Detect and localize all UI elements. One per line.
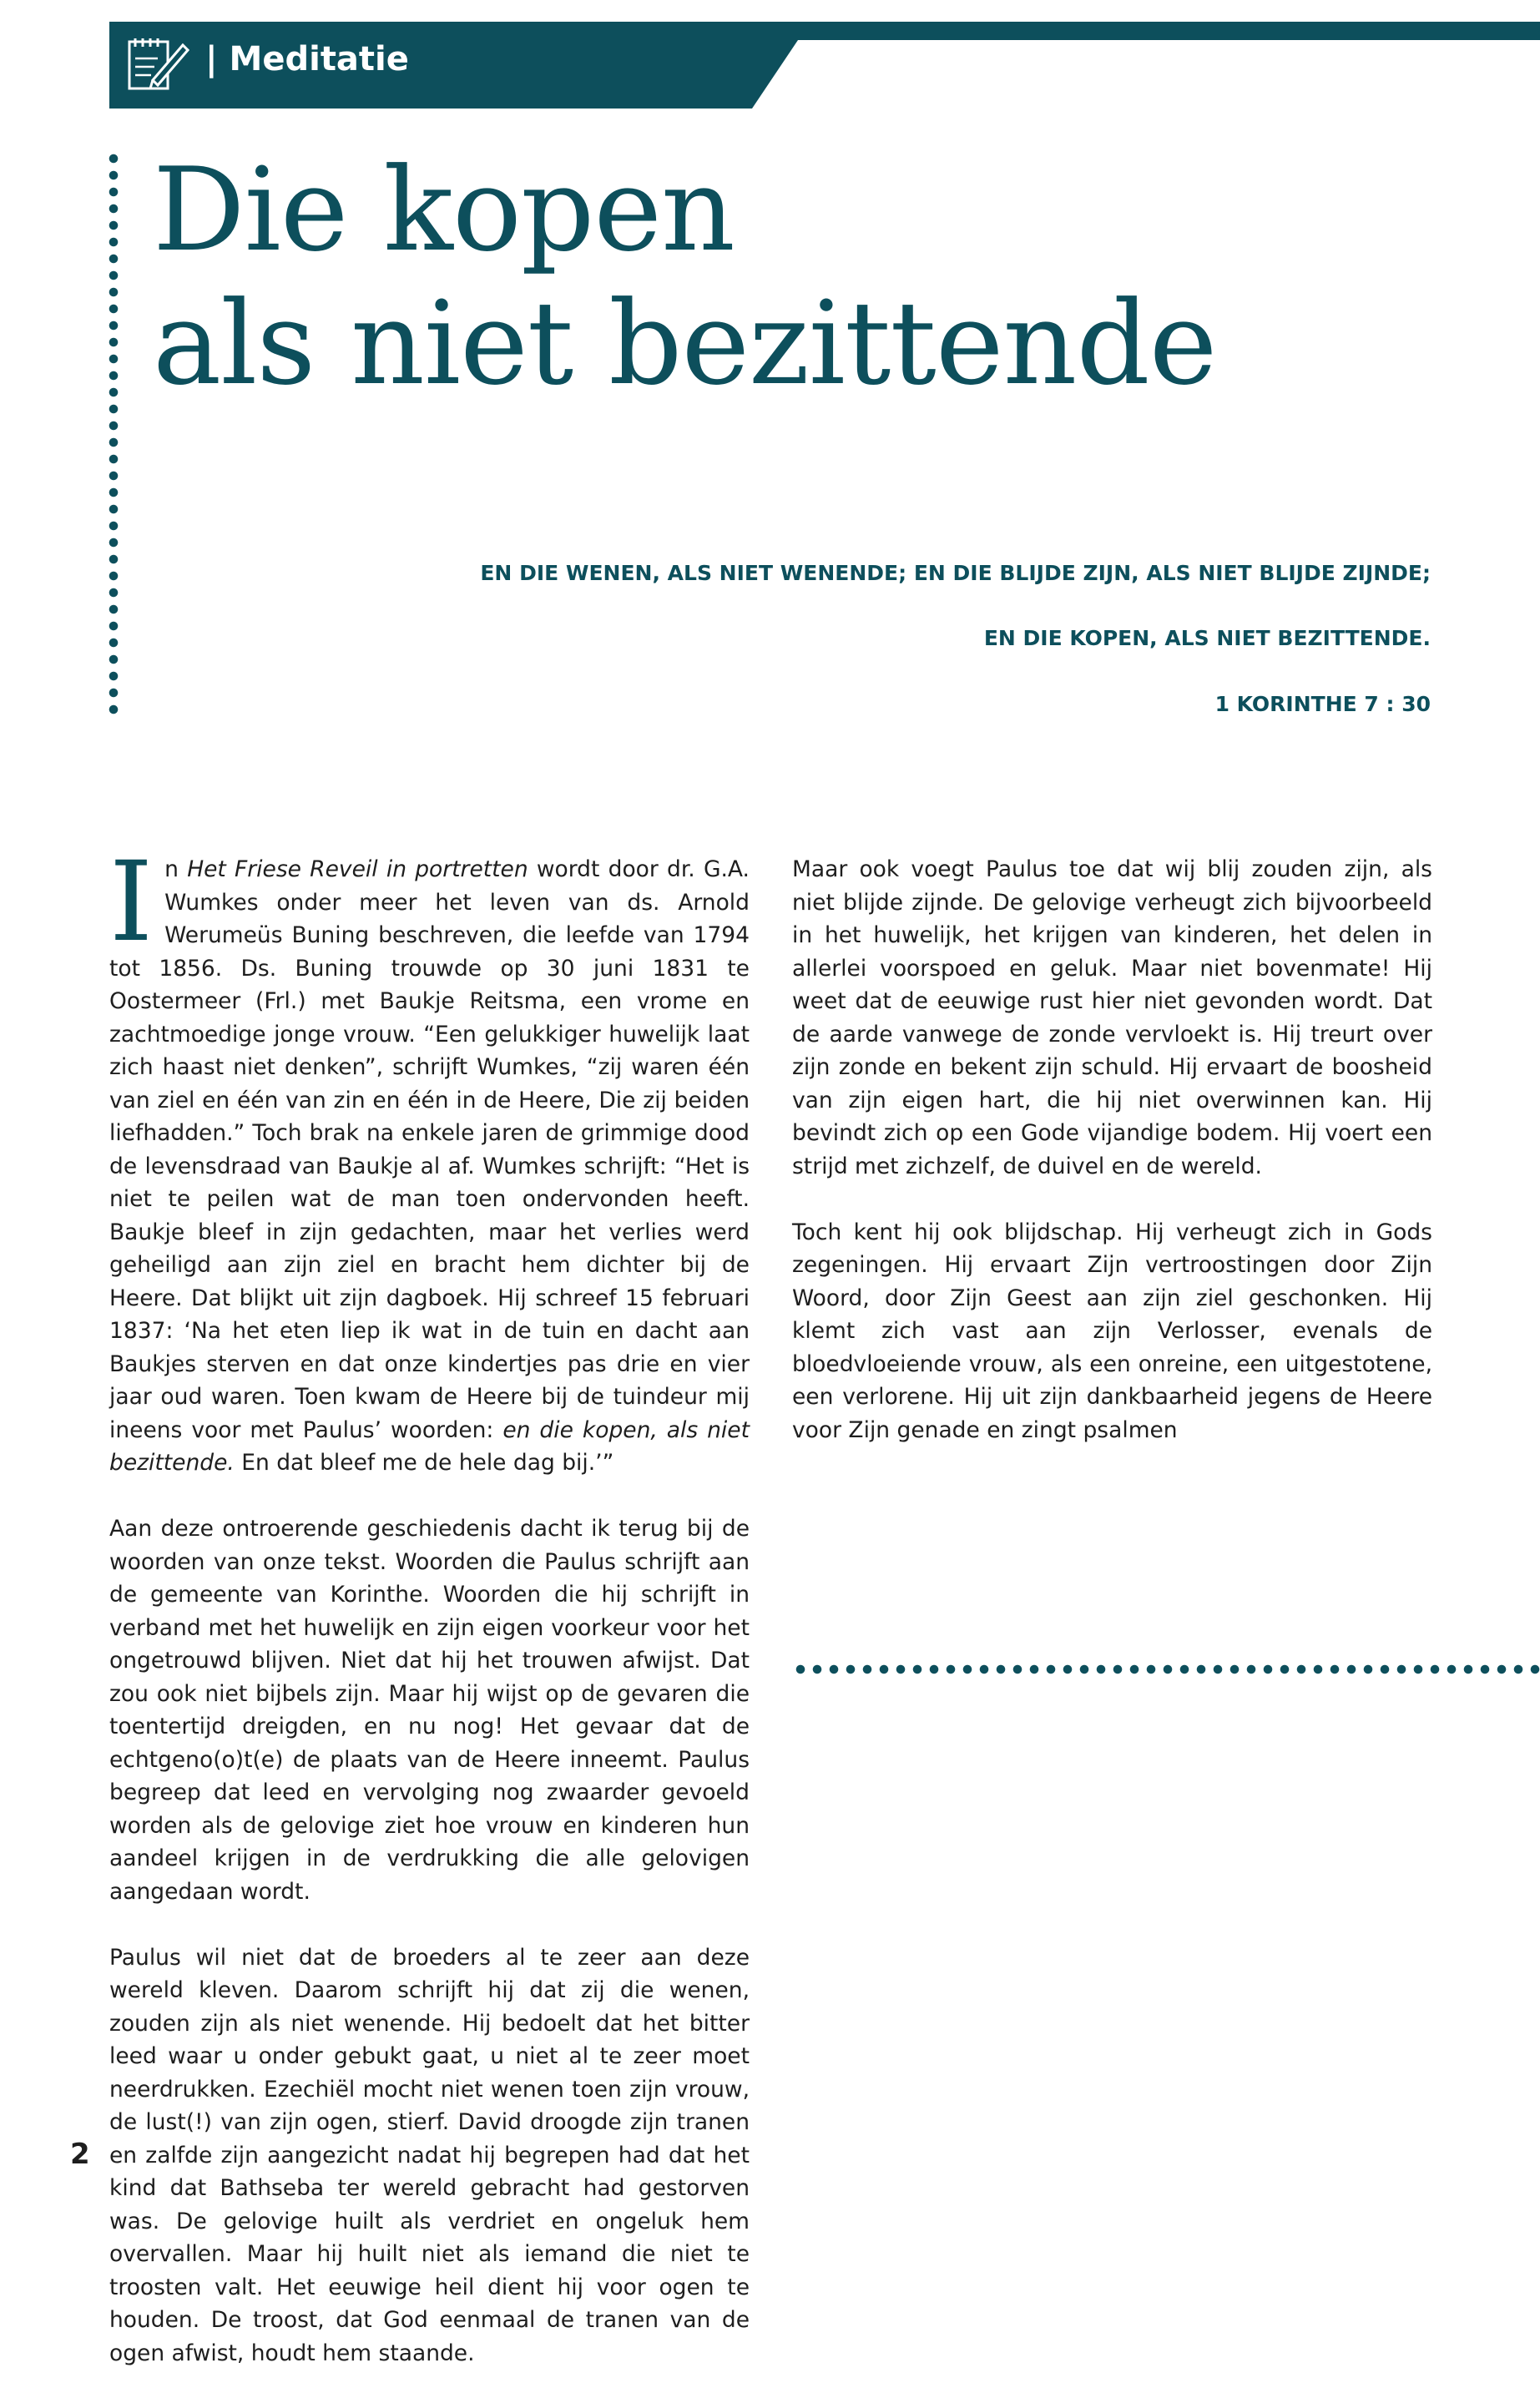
title-line-2: als niet bezittende <box>153 276 1217 411</box>
section-label: | Meditatie <box>205 40 409 78</box>
verse-reference: 1 KORINTHE 7 : 30 <box>1214 692 1431 716</box>
paragraph-4: Maar ook voegt Paulus toe dat wij blij zouden zijn, als niet blijde zijnde. De gelovige verheugt zich bijvoorbeeld in het huwelijk, het krijgen van kinderen, het delen in allerlei voorspoed en geluk. Maar niet bovenmate! Hij weet dat de eeuwige rust hier niet gevonden wordt. Dat de aarde vanwege de zonde vervloekt is. Hij treurt over zijn zonde en bekent zijn schuld. Hij ervaart de boosheid van zijn eigen hart, die hij niet overwinnen kan. Hij bevindt zich op een Gode vijandige bodem. Hij voert een strijd met zichzelf, de duivel en de wereld. <box>792 856 1432 1179</box>
paragraph-1-text-a: n <box>164 856 188 882</box>
section-header <box>109 22 1540 109</box>
notepad-pen-icon <box>124 33 189 93</box>
paragraph-2: Aan deze ontroerende geschiedenis dacht ik terug bij de woorden van onze tekst. Woorden die Paulus schrijft aan de gemeente van Korinthe. Woorden die hij schrijft in verband met het huwelijk en zijn eigen voorkeur voor het ongetrouwd blijven. Niet dat hij het trouwen afwijst. Dat zou ook niet bijbels zijn. Maar hij wijst op de gevaren die toentertijd dreigden, en nu nog! Het gevaar dat de echtgeno(o)t(e) de plaats van de Heere inneemt. Paulus begreep dat leed en vervolging nog zwaarder gevoeld worden als de gelovige ziet hoe vrouw en kinderen hun aandeel krijgen in de verdrukking die alle gelovigen aangedaan wordt. <box>109 1516 750 1905</box>
paragraph-1-text-e: En dat bleef me de hele dag bij.’” <box>234 1450 614 1476</box>
book-title: Het Friese Reveil in portretten <box>187 856 528 882</box>
article-column-right <box>792 853 1432 1480</box>
article-title <box>153 144 1216 411</box>
page-number: 2 <box>70 2138 90 2171</box>
paragraph-5: Toch kent hij ook blijdschap. Hij verheugt zich in Gods zegeningen. Hij ervaart Zijn vertroostingen door Zijn Woord, door Zijn Geest aan zijn ziel geschonken. Hij klemt zich vast aan zijn Verlosser, evenals de bloedvloeiende vrouw, als een onreine, een uitgestotene, een verlorene. Hij uit zijn dankbaarheid jegens de Heere voor Zijn genade en zingt psalmen <box>792 1219 1432 1443</box>
article-column-left <box>109 838 750 2403</box>
paragraph-3: Paulus wil niet dat de broeders al te zeer aan deze wereld kleven. Daarom schrijft hij dat zij die wenen, zouden zijn als niet wenende. Hij bedoelt dat het bitter leed waar u onder gebukt gaat, u niet al te zeer moet neerdrukken. Ezechiël mocht niet wenen toen zijn vrouw, de lust(!) van zijn ogen, stierf. David droogde zijn tranen en zalfde zijn aangezicht nadat hij begrepen had dat het kind dat Bathseba ter wereld gebracht had gestorven was. De gelovige huilt als verdriet en ongeluk hem overvallen. Maar hij huilt niet als iemand die niet te troosten valt. Het eeuwige heil dient hij voor ogen te houden. De troost, dat God eenmaal de tranen van de ogen afwist, houdt hem staande. <box>109 1944 750 2366</box>
drop-cap: I <box>109 838 154 967</box>
horizontal-dotted-rule <box>792 1664 1540 1674</box>
paragraph-1-text-c: wordt door dr. G.A. Wumkes onder meer het leven van ds. Arnold Werumeüs Buning beschreven, die leefde van 1794 tot 1856. Ds. Buning trouwde op 30 juni 1831 te Oostermeer (Frl.) met Baukje Reitsma, een vrome en zachtmoedige jonge vrouw. “Een gelukkiger huwelijk laat zich haast niet denken”, schrijft Wumkes, “zij waren één van ziel en één van zin en één in de Heere, Die zij beiden liefhadden.” Toch brak na enkele jaren de grimmige dood de levensdraad van Baukje al af. Wumkes schrijft: “Het is niet te peilen wat de man toen ondervonden heeft. Baukje bleef in zijn gedachten, maar het verlies werd geheiligd aan zijn ziel en bracht hem dichter bij de Heere. Dat blijkt uit zijn dagboek. Hij schreef 15 februari 1837: ‘Na het eten liep ik wat in de tuin en dacht aan Baukjes sterven en dat onze kindertjes pas drie en vier jaar oud waren. Toen kwam de Heere bij de tuindeur mij ineens voor met Paulus’ woorden: <box>109 856 750 1443</box>
verse-line-2: EN DIE KOPEN, ALS NIET BEZITTENDE. <box>983 626 1431 650</box>
vertical-dotted-rule <box>109 150 119 718</box>
verse-line-1: EN DIE WENEN, ALS NIET WENENDE; EN DIE BLIJDE ZIJN, ALS NIET BLIJDE ZIJNDE; <box>480 561 1431 585</box>
quoted-verse: en die kopen, als niet bezittende. <box>109 1416 750 1476</box>
title-line-1: Die kopen <box>153 143 735 277</box>
paragraph-1 <box>109 838 750 1480</box>
